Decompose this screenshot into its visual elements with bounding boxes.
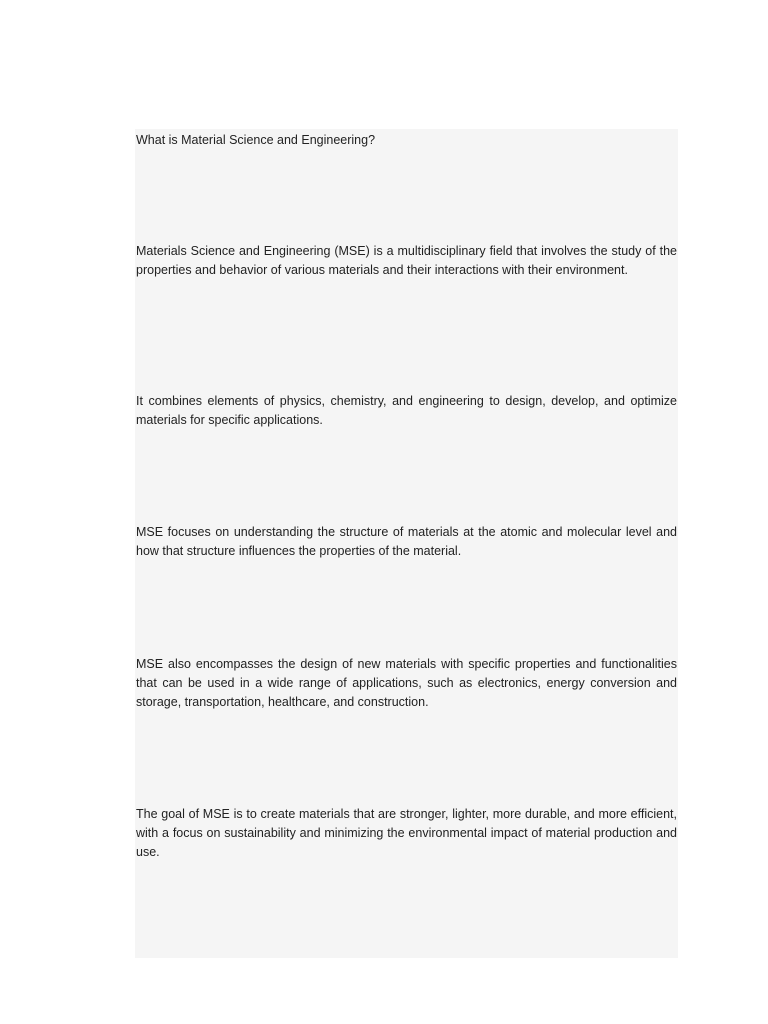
paragraph-structure: MSE focuses on understanding the structure of materials at the atomic and molecular level and how that structure influences the properties of the material.	[136, 525, 677, 558]
document-title: What is Material Science and Engineering?	[136, 133, 376, 147]
paragraph-disciplines: It combines elements of physics, chemistry, and engineering to design, develop, and optimize materials for specific applications.	[136, 394, 677, 427]
paragraph-design: MSE also encompasses the design of new materials with specific properties and functionalities that can be used in a wide range of applications, such as electronics, energy conversion and storage, transportation, healthcare, and construction.	[136, 657, 677, 709]
paragraph-goal: The goal of MSE is to create materials that are stronger, lighter, more durable, and more efficient, with a focus on sustainability and minimizing the environmental impact of material production and use.	[136, 807, 677, 859]
paragraph-definition: Materials Science and Engineering (MSE) is a multidisciplinary field that involves the study of the properties and behavior of various materials and their interactions with their environment.	[136, 244, 677, 277]
